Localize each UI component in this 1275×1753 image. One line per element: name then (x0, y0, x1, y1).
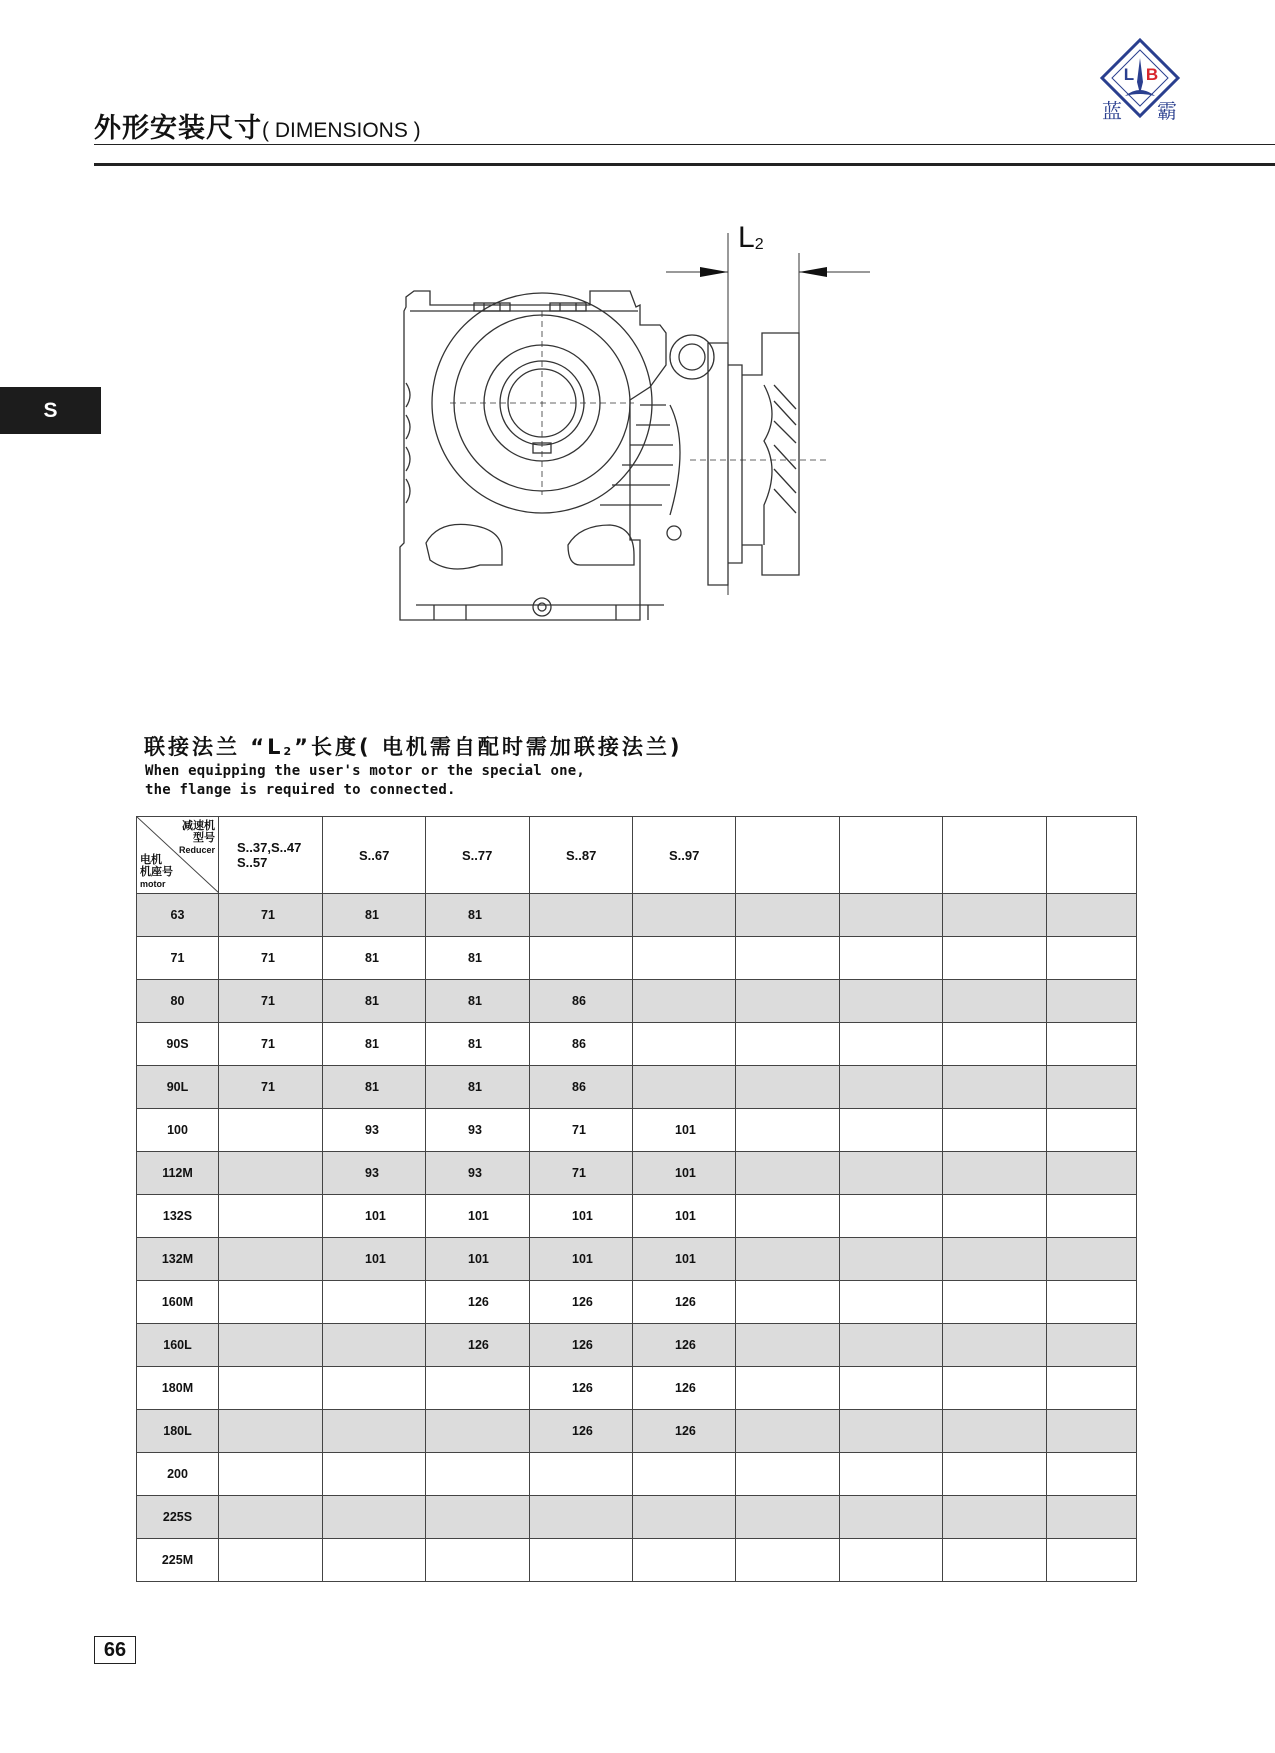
l2-value-cell: 93 (323, 1109, 426, 1152)
l2-value-cell (1047, 980, 1137, 1023)
l2-value-cell (840, 894, 943, 937)
corner-reducer-cn1: 减速机 (182, 820, 215, 832)
l2-value-cell: 93 (323, 1152, 426, 1195)
l2-value-cell: 81 (426, 980, 530, 1023)
l2-value-cell (426, 1453, 530, 1496)
l2-value-cell (943, 1152, 1047, 1195)
l2-value-cell (1047, 1066, 1137, 1109)
l2-value-cell: 101 (633, 1195, 736, 1238)
l2-value-cell (943, 1109, 1047, 1152)
table-row (137, 894, 1137, 937)
l2-value-cell (633, 1066, 736, 1109)
l2-value-cell (1047, 1410, 1137, 1453)
l2-value-cell (943, 1539, 1047, 1582)
l2-value-cell (633, 980, 736, 1023)
l2-value-cell (426, 1539, 530, 1582)
l2-value-cell (736, 1109, 840, 1152)
logo-text-right: 霸 (1157, 99, 1177, 123)
l2-value-cell (943, 894, 1047, 937)
table-row (137, 937, 1137, 980)
l2-value-cell (736, 1023, 840, 1066)
l2-value-cell: 81 (426, 1066, 530, 1109)
table-row (137, 1066, 1137, 1109)
page-title-cn: 外形安装尺寸 (94, 113, 262, 144)
l2-value-cell (840, 1109, 943, 1152)
motor-frame-cell: 90S (137, 1023, 219, 1066)
l2-value-cell (323, 1367, 426, 1410)
l2-value-cell (323, 1539, 426, 1582)
table-caption-en-line1: When equipping the user's motor or the special one, (145, 763, 586, 779)
l2-value-cell (219, 1281, 323, 1324)
l2-value-cell (943, 1281, 1047, 1324)
l2-value-cell (219, 1238, 323, 1281)
corner-reducer-cn2: 型号 (193, 832, 215, 844)
l2-value-cell (736, 1152, 840, 1195)
l2-value-cell: 93 (426, 1152, 530, 1195)
l2-value-cell (943, 1367, 1047, 1410)
l2-value-cell: 101 (633, 1238, 736, 1281)
corner-motor-cn1: 电机 (140, 854, 162, 866)
l2-value-cell: 126 (530, 1410, 633, 1453)
motor-frame-cell: 112M (137, 1152, 219, 1195)
brand-logo (1085, 36, 1195, 126)
l2-value-cell (633, 1453, 736, 1496)
l2-value-cell: 71 (219, 1066, 323, 1109)
table-row (137, 1023, 1137, 1066)
l2-value-cell (219, 1195, 323, 1238)
logo-text-left: 蓝 (1102, 99, 1122, 123)
table-row (137, 1367, 1137, 1410)
table-row (137, 1281, 1137, 1324)
page-title-en: ( DIMENSIONS ) (262, 119, 421, 142)
table-row (137, 1453, 1137, 1496)
section-tab-label: S (43, 398, 58, 422)
l2-value-cell (840, 1496, 943, 1539)
l2-value-cell (736, 1281, 840, 1324)
l2-value-cell (840, 1023, 943, 1066)
l2-value-cell (840, 980, 943, 1023)
l2-value-cell (736, 1539, 840, 1582)
l2-value-cell: 71 (219, 937, 323, 980)
l2-value-cell: 71 (219, 980, 323, 1023)
l2-value-cell (219, 1109, 323, 1152)
l2-value-cell (736, 1496, 840, 1539)
gearbox-drawing (390, 225, 880, 645)
l2-value-cell: 81 (323, 980, 426, 1023)
page-title (94, 106, 421, 145)
l2-value-cell (426, 1496, 530, 1539)
motor-frame-cell: 160M (137, 1281, 219, 1324)
l2-value-cell (219, 1152, 323, 1195)
table-corner-cell (137, 817, 219, 894)
table-caption-cn: 联接法兰 “$L_2$”长度( 电机需自配时需加联接法兰) (144, 735, 683, 759)
l2-value-cell (219, 1367, 323, 1410)
l2-value-cell: 71 (530, 1109, 633, 1152)
l2-value-cell (1047, 1453, 1137, 1496)
l2-value-cell (323, 1496, 426, 1539)
l2-value-cell (943, 980, 1047, 1023)
l2-value-cell: 81 (426, 1023, 530, 1066)
l2-value-cell (1047, 1539, 1137, 1582)
header-rule-thin (94, 144, 1275, 145)
l2-value-cell (840, 1066, 943, 1109)
l2-value-cell (736, 1238, 840, 1281)
reducer-header-cell: S..87 (530, 817, 633, 894)
l2-value-cell (530, 937, 633, 980)
l2-value-cell (943, 1324, 1047, 1367)
l2-value-cell: 126 (426, 1324, 530, 1367)
l2-value-cell (219, 1324, 323, 1367)
l2-value-cell (219, 1410, 323, 1453)
l2-value-cell (530, 1539, 633, 1582)
l2-value-cell (943, 1238, 1047, 1281)
l2-value-cell (1047, 1367, 1137, 1410)
table-row (137, 980, 1137, 1023)
l2-value-cell: 81 (323, 1066, 426, 1109)
l2-value-cell (943, 1023, 1047, 1066)
l2-value-cell (736, 1453, 840, 1496)
corner-reducer-en: Reducer (178, 845, 215, 855)
l2-value-cell (943, 1453, 1047, 1496)
page-number (94, 1636, 136, 1664)
motor-frame-cell: 80 (137, 980, 219, 1023)
gearbox-outline-drawing (390, 225, 880, 645)
l2-value-cell (736, 1324, 840, 1367)
corner-motor-cn2: 机座号 (140, 866, 173, 878)
motor-frame-cell: 225S (137, 1496, 219, 1539)
l2-value-cell (1047, 1152, 1137, 1195)
l2-value-cell: 126 (530, 1281, 633, 1324)
motor-frame-cell: 90L (137, 1066, 219, 1109)
reducer-header-cell: S..97 (633, 817, 736, 894)
l2-value-cell (633, 1496, 736, 1539)
l2-value-cell (943, 1496, 1047, 1539)
l2-value-cell (840, 1410, 943, 1453)
l2-value-cell (426, 1367, 530, 1410)
l2-value-cell: 86 (530, 1023, 633, 1066)
l2-value-cell: 101 (633, 1152, 736, 1195)
l2-value-cell (219, 1453, 323, 1496)
table-row (137, 1195, 1137, 1238)
table-row (137, 1539, 1137, 1582)
logo-emblem-icon (1085, 36, 1195, 126)
reducer-header-cell: S..37,S..47 S..57 (219, 817, 323, 894)
reducer-header-cell (943, 817, 1047, 894)
table-row (137, 1152, 1137, 1195)
l2-value-cell (219, 1539, 323, 1582)
l2-value-cell: 101 (323, 1195, 426, 1238)
l2-value-cell: 126 (633, 1281, 736, 1324)
l2-value-cell (1047, 1496, 1137, 1539)
logo-letter-l: L (1123, 65, 1135, 84)
l2-value-cell (840, 1324, 943, 1367)
page-number-text: 66 (103, 1638, 127, 1661)
l2-value-cell: 126 (530, 1367, 633, 1410)
l2-value-cell (1047, 1324, 1137, 1367)
l2-value-cell (736, 894, 840, 937)
l2-value-cell (840, 1367, 943, 1410)
l2-value-cell: 93 (426, 1109, 530, 1152)
l2-value-cell: 86 (530, 1066, 633, 1109)
l2-value-cell: 126 (633, 1410, 736, 1453)
l2-value-cell: 126 (633, 1324, 736, 1367)
motor-frame-cell: 132M (137, 1238, 219, 1281)
l2-value-cell (530, 1496, 633, 1539)
motor-frame-cell: 160L (137, 1324, 219, 1367)
l2-value-cell (943, 1066, 1047, 1109)
l2-value-cell (736, 1066, 840, 1109)
l2-value-cell (840, 1195, 943, 1238)
motor-frame-cell: 71 (137, 937, 219, 980)
table-row (137, 1324, 1137, 1367)
l2-value-cell (633, 1023, 736, 1066)
l2-value-cell: 101 (323, 1238, 426, 1281)
l2-value-cell: 81 (426, 937, 530, 980)
reducer-header-cell (736, 817, 840, 894)
l2-dimension-label: L2 (738, 225, 764, 254)
l2-value-cell: 126 (530, 1324, 633, 1367)
l2-value-cell (1047, 1195, 1137, 1238)
l2-value-cell: 71 (530, 1152, 633, 1195)
l2-value-cell (736, 1410, 840, 1453)
l2-value-cell: 101 (530, 1238, 633, 1281)
motor-frame-cell: 100 (137, 1109, 219, 1152)
l2-value-cell: 101 (530, 1195, 633, 1238)
l2-value-cell (633, 894, 736, 937)
l2-value-cell: 71 (219, 894, 323, 937)
l2-value-cell (943, 937, 1047, 980)
l2-value-cell (323, 1453, 426, 1496)
corner-motor-en: motor (140, 879, 166, 889)
l2-value-cell (840, 937, 943, 980)
l2-value-cell: 81 (323, 1023, 426, 1066)
l2-value-cell (736, 980, 840, 1023)
l2-value-cell (1047, 894, 1137, 937)
l2-value-cell (840, 1539, 943, 1582)
l2-value-cell (736, 1195, 840, 1238)
l2-value-cell (736, 937, 840, 980)
l2-value-cell (530, 1453, 633, 1496)
l2-value-cell (323, 1324, 426, 1367)
l2-value-cell (1047, 1238, 1137, 1281)
table-row (137, 1410, 1137, 1453)
l2-value-cell (1047, 1023, 1137, 1066)
table-header-row (137, 817, 1137, 894)
table-caption-en-line2: the flange is required to connected. (145, 782, 456, 798)
l2-value-cell: 71 (219, 1023, 323, 1066)
l2-value-cell: 81 (323, 937, 426, 980)
l2-value-cell: 101 (426, 1238, 530, 1281)
l2-value-cell (943, 1195, 1047, 1238)
l2-value-cell (840, 1453, 943, 1496)
motor-frame-cell: 180L (137, 1410, 219, 1453)
reducer-header-cell (1047, 817, 1137, 894)
l2-value-cell (323, 1281, 426, 1324)
motor-frame-cell: 225M (137, 1539, 219, 1582)
motor-frame-cell: 63 (137, 894, 219, 937)
l2-value-cell: 101 (426, 1195, 530, 1238)
section-tab (0, 387, 101, 434)
l2-value-cell (840, 1238, 943, 1281)
logo-letter-b: B (1145, 65, 1159, 84)
table-row (137, 1496, 1137, 1539)
l2-value-cell (1047, 1109, 1137, 1152)
table-row (137, 1109, 1137, 1152)
l2-value-cell: 126 (633, 1367, 736, 1410)
l2-value-cell (426, 1410, 530, 1453)
reducer-header-cell (840, 817, 943, 894)
l2-value-cell (943, 1410, 1047, 1453)
l2-value-cell (633, 937, 736, 980)
l2-value-cell (530, 894, 633, 937)
l2-value-cell: 101 (633, 1109, 736, 1152)
table-row (137, 1238, 1137, 1281)
l2-value-cell (736, 1367, 840, 1410)
l2-value-cell: 126 (426, 1281, 530, 1324)
header-rule-thick (94, 163, 1275, 166)
l2-value-cell: 86 (530, 980, 633, 1023)
reducer-header-cell: S..67 (323, 817, 426, 894)
flange-l2-table (136, 816, 1137, 1582)
reducer-header-cell: S..77 (426, 817, 530, 894)
l2-value-cell (633, 1539, 736, 1582)
motor-frame-cell: 180M (137, 1367, 219, 1410)
l2-value-cell (323, 1410, 426, 1453)
l2-value-cell (1047, 937, 1137, 980)
l2-value-cell (219, 1496, 323, 1539)
l2-value-cell (1047, 1281, 1137, 1324)
l2-value-cell: 81 (323, 894, 426, 937)
motor-frame-cell: 132S (137, 1195, 219, 1238)
l2-value-cell (840, 1152, 943, 1195)
l2-value-cell: 81 (426, 894, 530, 937)
motor-frame-cell: 200 (137, 1453, 219, 1496)
l2-value-cell (840, 1281, 943, 1324)
